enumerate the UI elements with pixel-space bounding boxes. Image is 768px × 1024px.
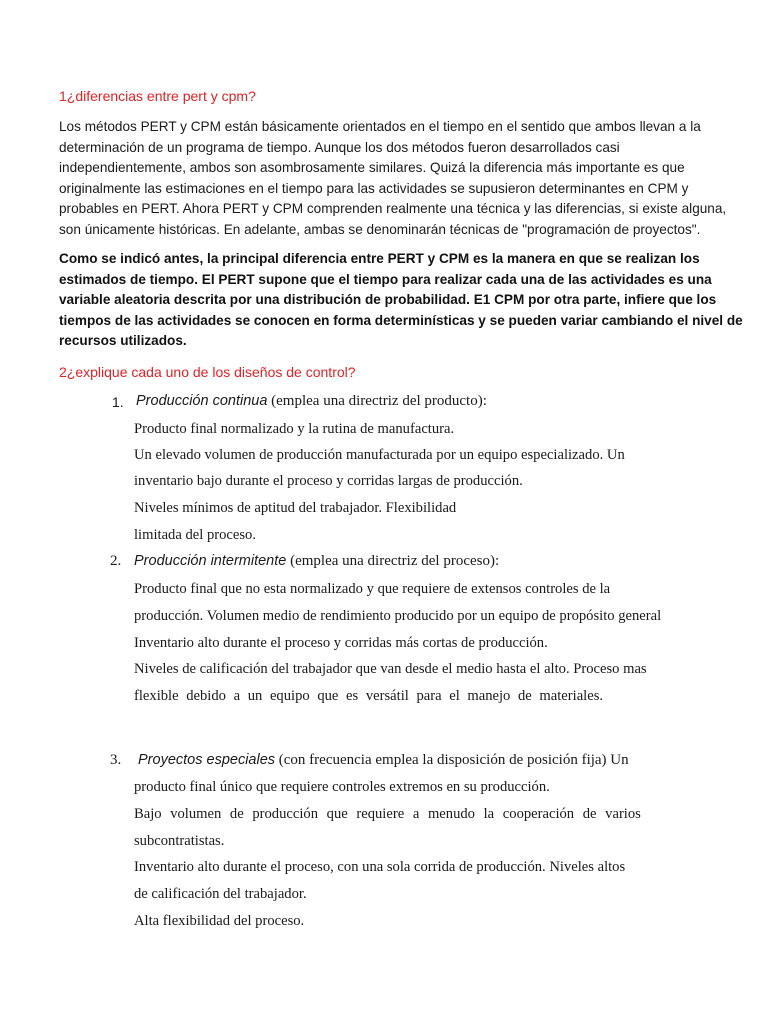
list-item-number: 2. [110,553,122,569]
list-item-line: producto final único que requiere controles extremos en su producción. [134,779,550,795]
list-item-line: Producto final normalizado y la rutina de manufactura. [134,421,455,437]
paragraph-line: variable aleatoria descrita por una distribución de probabilidad. E1 CPM por otra parte, infiere que los [59,292,717,307]
list-item-title-line [134,553,499,570]
list-item-line: Alta flexibilidad del proceso. [134,913,305,929]
list-item-number: 1. [112,394,124,410]
answer-1-paragraph-1 [59,117,729,240]
list-item-line: Niveles de calificación del trabajador que van desde el medio hasta el alto. Proceso mas [134,661,647,677]
list-item-line: Producto final que no esta normalizado y que requiere de extensos controles de la [134,581,611,597]
paragraph-line: estimados de tiempo. El PERT supone que el tiempo para realizar cada una de las actividades es una [59,271,712,287]
list-item-line: Niveles mínimos de aptitud del trabajador. Flexibilidad [134,500,457,516]
list-item-line: subcontratistas. [134,833,225,849]
paragraph-line: probables en PERT. Ahora PERT y CPM comprenden realmente una técnica y las diferencias, si existe alguna, [59,201,727,216]
question-2-heading: 2¿explique cada uno de los diseños de control? [59,364,356,380]
paragraph-line: independientemente, ambos son asombrosamente similares. Quizá la diferencia más importante es que [59,160,685,175]
paragraph-line: Como se indicó antes, la principal diferencia entre PERT y CPM es la manera en que se realizan los [59,251,700,266]
list-item-line: Bajo volumen de producción que requiere a menudo la cooperación de varios [134,806,641,822]
list-item-title-rest: (emplea una directriz del producto): [267,393,487,409]
paragraph-line: recursos utilizados. [59,333,187,348]
list-item-line: producción. Volumen medio de rendimiento producido por un equipo de propósito general [134,608,662,624]
list-item-title: Producción continua [136,393,268,409]
list-item-title: Producción intermitente [134,553,287,569]
list-item-line: Inventario alto durante el proceso y corridas más cortas de producción. [134,635,548,651]
list-item-line: inventario bajo durante el proceso y corridas largas de producción. [134,473,523,489]
paragraph-line: Los métodos PERT y CPM están básicamente orientados en el tiempo en el sentido que ambos llevan a la [59,119,701,134]
question-1-heading: 1¿diferencias entre pert y cpm? [59,88,256,104]
list-item-title-line [136,393,487,410]
list-item-line: flexible debido a un equipo que es versátil para el manejo de materiales. [134,688,604,704]
list-item-line: Inventario alto durante el proceso, con una sola corrida de producción. Niveles altos [134,859,626,875]
paragraph-line: tiempos de las actividades se conocen en forma determinísticas y se pueden variar cambiando el nivel de [59,312,743,328]
list-item-line: limitada del proceso. [134,527,256,543]
list-item-title-rest: (con frecuencia emplea la disposición de posición fija) Un [275,752,629,768]
paragraph-line: determinación de un programa de tiempo. Aunque los dos métodos fueron desarrollados casi [59,139,620,155]
list-item-line: Un elevado volumen de producción manufacturada por un equipo especializado. Un [134,447,625,463]
paragraph-line: originalmente las estimaciones en el tiempo para las actividades se supusieron determinantes en CPM y [59,180,689,196]
list-item-title-rest: (emplea una directriz del proceso): [286,553,500,569]
list-item-line: de calificación del trabajador. [134,886,307,902]
list-item-title: Proyectos especiales [138,752,276,768]
answer-1-paragraph-2 [59,249,743,352]
paragraph-line: son únicamente históricas. En adelante, ambas se denominarán técnicas de "programación de proyectos". [59,221,701,237]
list-item-title-line [138,752,629,769]
list-item-number: 3. [110,752,122,768]
